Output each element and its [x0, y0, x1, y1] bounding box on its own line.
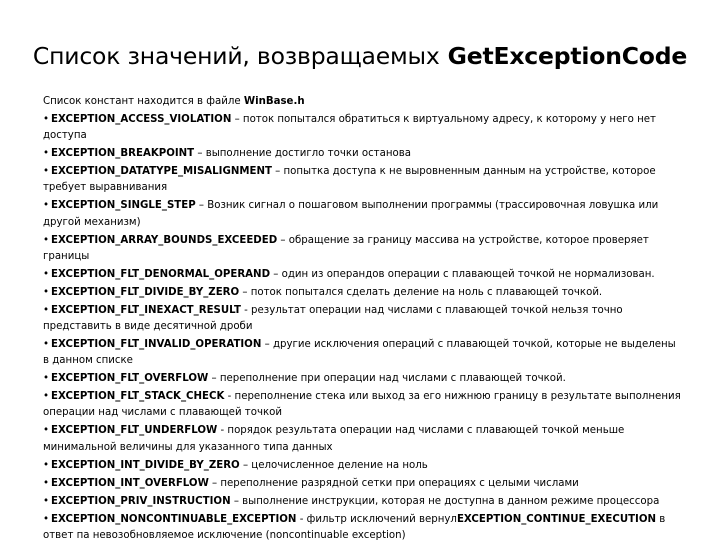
exception-constant-name-secondary: EXCEPTION_CONTINUE_EXECUTION [456, 513, 657, 525]
exception-description: – поток попытался обратиться к виртуальному адресу, к которому у него нет доступа [43, 114, 656, 142]
slide-content [43, 94, 683, 546]
exception-description-continued: в ответ па невозобновляемое исключение (noncontinuable exception) [43, 513, 666, 541]
list-item [43, 164, 683, 196]
list-item [43, 389, 683, 421]
exception-constant-name: EXCEPTION_ACCESS_VIOLATION [51, 114, 232, 125]
list-item [43, 476, 683, 492]
list-item [43, 494, 683, 510]
exception-constant-name: EXCEPTION_FLT_INEXACT_RESULT [51, 304, 241, 316]
bullet-glyph: • [43, 286, 50, 298]
bullet-glyph: • [43, 425, 50, 437]
exception-description: – выполнение инструкции, которая не доступна в данном режиме процессора [230, 495, 660, 507]
intro-text: Список констант находится в файле [43, 96, 244, 107]
exception-description: - порядок результата операции над числами с плавающей точкой меньше минимальной величины для указанного типа данных [43, 425, 625, 453]
exception-constant-name: EXCEPTION_BREAKPOINT [51, 148, 195, 160]
exception-constant-name: EXCEPTION_INT_DIVIDE_BY_ZERO [51, 459, 240, 471]
exception-constant-name: EXCEPTION_FLT_DENORMAL_OPERAND [51, 268, 271, 280]
exception-constant-name: EXCEPTION_FLT_STACK_CHECK [51, 391, 225, 403]
list-item [43, 303, 683, 335]
exception-description: – целочисленное деление на ноль [239, 459, 428, 471]
exception-description: - результат операции над числами с плавающей точкой нельзя точно представить в виде десятичной дроби [43, 304, 623, 333]
bullet-glyph: • [43, 304, 50, 316]
list-item [43, 233, 683, 265]
bullet-glyph: • [43, 339, 50, 351]
intro-line [43, 94, 683, 110]
bullet-glyph: • [43, 234, 50, 246]
bullet-glyph: • [43, 114, 50, 125]
list-item [43, 267, 683, 283]
exception-description: – Возник сигнал о пошаговом выполнении программы (трассировочная ловушка или другой механизм) [43, 200, 659, 228]
list-item [43, 337, 683, 369]
exception-description: – обращение за границу массива на устройстве, которое проверяет границы [43, 234, 649, 262]
title-function-name: GetExceptionCode [447, 42, 688, 70]
bullet-glyph: • [43, 166, 50, 178]
bullet-glyph: • [43, 268, 50, 280]
exception-description: - фильтр исключений вернул [296, 513, 457, 525]
bullet-glyph: • [43, 148, 50, 160]
exception-constant-name: EXCEPTION_PRIV_INSTRUCTION [51, 495, 231, 507]
exception-constant-name: EXCEPTION_SINGLE_STEP [51, 200, 196, 212]
exception-description: – другие исключения операций с плавающей точкой, которые не выделены в данном списке [43, 339, 676, 367]
exception-description: – выполнение достигло точки останова [194, 148, 411, 160]
bullet-glyph: • [43, 513, 50, 525]
list-item [43, 423, 683, 455]
list-item [43, 285, 683, 301]
list-item [43, 512, 683, 544]
title-main: Список значений, возвращаемых [32, 42, 440, 70]
list-item [43, 112, 683, 144]
exception-constant-name: EXCEPTION_FLT_UNDERFLOW [51, 425, 218, 437]
exception-description: – поток попытался сделать деление на ноль с плавающей точкой. [239, 286, 603, 298]
exception-description: – переполнение разрядной сетки при операциях с целыми числами [208, 477, 579, 489]
exception-constant-name: EXCEPTION_NONCONTINUABLE_EXCEPTION [51, 513, 297, 525]
exception-description: - переполнение стека или выход за его нижнюю границу в результате выполнения операции над числами с плавающей точкой [43, 391, 681, 419]
intro-file-name: WinBase.h [243, 96, 305, 107]
exception-constant-name: EXCEPTION_INT_OVERFLOW [51, 477, 209, 489]
exception-list [43, 112, 683, 544]
exception-constant-name: EXCEPTION_ARRAY_BOUNDS_EXCEEDED [51, 234, 278, 246]
list-item [43, 458, 683, 474]
bullet-glyph: • [43, 459, 50, 471]
list-item [43, 371, 683, 387]
exception-constant-name: EXCEPTION_DATATYPE_MISALIGNMENT [51, 166, 272, 178]
slide-title [0, 40, 720, 72]
bullet-glyph: • [43, 391, 50, 403]
exception-description: – попытка доступа к не выровненным данным на устройстве, которое требует выравнивания [43, 166, 656, 194]
bullet-glyph: • [43, 477, 50, 489]
bullet-glyph: • [43, 373, 50, 385]
exception-constant-name: EXCEPTION_FLT_INVALID_OPERATION [51, 339, 262, 351]
exception-constant-name: EXCEPTION_FLT_DIVIDE_BY_ZERO [51, 286, 240, 298]
bullet-glyph: • [43, 495, 50, 507]
exception-description: – один из операндов операции с плавающей точкой не нормализован. [270, 268, 655, 280]
bullet-glyph: • [43, 200, 50, 212]
exception-constant-name: EXCEPTION_FLT_OVERFLOW [51, 373, 209, 385]
list-item [43, 146, 683, 162]
list-item [43, 198, 683, 230]
exception-description: – переполнение при операции над числами с плавающей точкой. [208, 373, 566, 385]
